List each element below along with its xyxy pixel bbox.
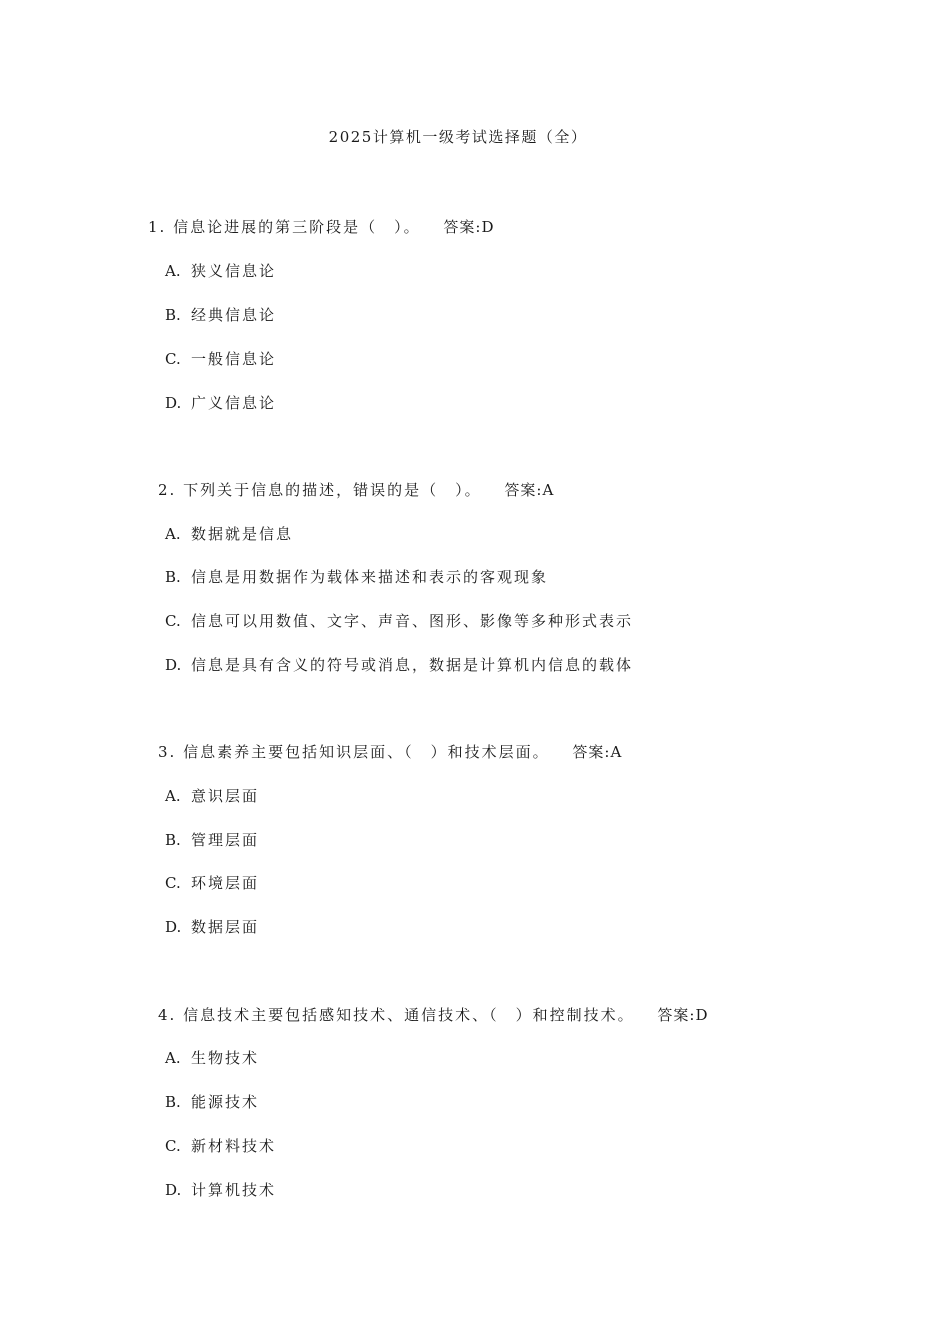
option-letter: D. <box>165 918 182 936</box>
option-text: 经典信息论 <box>191 306 277 324</box>
option-c <box>165 348 276 369</box>
answer-key: 答案:A <box>572 743 623 761</box>
option-text: 信息是具有含义的符号或消息，数据是计算机内信息的载体 <box>191 656 634 674</box>
option-text: 环境层面 <box>191 874 260 892</box>
option-d <box>165 654 633 675</box>
option-letter: A. <box>165 787 181 805</box>
option-text: 意识层面 <box>191 787 260 805</box>
question-number: 3. <box>158 743 177 761</box>
option-text: 生物技术 <box>191 1049 260 1067</box>
option-letter: B. <box>165 1093 181 1111</box>
option-text: 能源技术 <box>191 1093 260 1111</box>
question-text: 信息技术主要包括感知技术、通信技术、（ ）和控制技术。 <box>183 1006 635 1024</box>
option-text: 一般信息论 <box>191 350 277 368</box>
question-stem <box>158 741 622 762</box>
option-letter: C. <box>165 350 181 368</box>
option-b <box>165 566 548 587</box>
option-c <box>165 1135 276 1156</box>
option-letter: B. <box>165 568 181 586</box>
answer-key: 答案:D <box>443 218 495 236</box>
option-a <box>165 1047 259 1068</box>
option-text: 信息可以用数值、文字、声音、图形、影像等多种形式表示 <box>191 612 634 630</box>
question-text: 信息论进展的第三阶段是（ ）。 <box>173 218 421 236</box>
question-stem <box>148 216 494 237</box>
document-title: 2025计算机一级考试选择题（全） <box>328 128 588 146</box>
question-number: 2. <box>158 481 177 499</box>
option-letter: C. <box>165 874 181 892</box>
option-b <box>165 1091 259 1112</box>
question-stem <box>158 1004 708 1025</box>
option-text: 计算机技术 <box>191 1181 277 1199</box>
option-text: 广义信息论 <box>191 394 277 412</box>
option-d <box>165 1179 276 1200</box>
question-text: 信息素养主要包括知识层面、（ ）和技术层面。 <box>183 743 550 761</box>
option-letter: B. <box>165 306 181 324</box>
option-text: 狭义信息论 <box>191 262 277 280</box>
option-letter: D. <box>165 1181 182 1199</box>
option-text: 数据层面 <box>191 918 260 936</box>
option-a <box>165 260 276 281</box>
option-b <box>165 304 276 325</box>
option-text: 数据就是信息 <box>191 525 294 543</box>
option-text: 新材料技术 <box>191 1137 277 1155</box>
option-letter: D. <box>165 394 182 412</box>
option-letter: A. <box>165 525 181 543</box>
option-letter: B. <box>165 831 181 849</box>
question-number: 4. <box>158 1006 177 1024</box>
option-a <box>165 785 259 806</box>
question-stem <box>158 479 554 500</box>
question-text: 下列关于信息的描述，错误的是（ ）。 <box>183 481 482 499</box>
option-letter: D. <box>165 656 182 674</box>
answer-key: 答案:A <box>504 481 555 499</box>
option-letter: A. <box>165 262 181 280</box>
option-d <box>165 392 276 413</box>
option-letter: A. <box>165 1049 181 1067</box>
option-c <box>165 610 633 631</box>
option-letter: C. <box>165 1137 181 1155</box>
answer-key: 答案:D <box>657 1006 709 1024</box>
option-text: 管理层面 <box>191 831 260 849</box>
option-a <box>165 523 293 544</box>
option-d <box>165 916 259 937</box>
option-letter: C. <box>165 612 181 630</box>
option-b <box>165 829 259 850</box>
option-c <box>165 872 259 893</box>
option-text: 信息是用数据作为载体来描述和表示的客观现象 <box>191 568 549 586</box>
question-number: 1. <box>148 218 167 236</box>
